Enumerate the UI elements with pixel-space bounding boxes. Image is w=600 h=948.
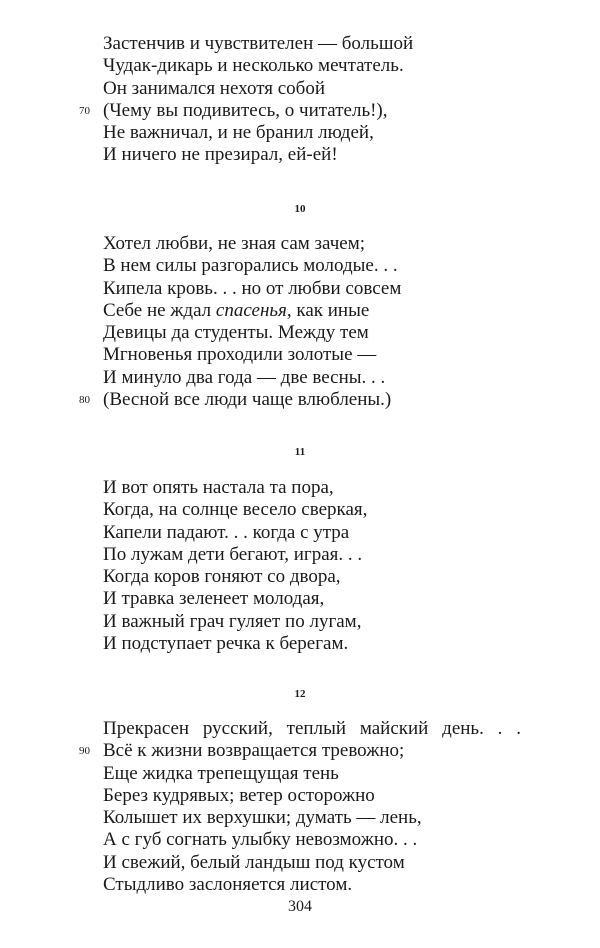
verse-line: Капели падают. . . когда с утра (103, 521, 350, 543)
verse-line: Мгновенья проходили золотые — (103, 344, 377, 366)
verse-line: Себе не ждал спасенья, как иные (103, 299, 370, 321)
verse-line: Когда, на солнце весело сверкая, (103, 499, 368, 521)
stanza-10 (0, 233, 600, 411)
line-number: 90 (79, 745, 90, 758)
verse-line: Хотел любви, не зная сам зачем; (103, 233, 366, 254)
emphasized-word: спасенья (215, 299, 287, 321)
verse-line: И свежий, белый ландыш под кустом (103, 851, 405, 873)
verse-line: И важный грач гуляет по лугам, (103, 610, 362, 632)
line-number: 80 (79, 394, 90, 407)
verse-line: 70 (Чему вы подивитесь, о читатель!), (79, 99, 388, 121)
verse-line: 80 (Весной все люди чаще влюблены.) (79, 389, 392, 411)
verse-line: И минуло два года — две весны. . . (103, 366, 386, 388)
verse-line: Чудак-дикарь и несколько мечтатель. (103, 55, 404, 77)
verse-line: А с губ согнать улыбку невозможно. . . (103, 829, 418, 851)
verse-line: Колышет их верхушки; думать — лень, (103, 807, 422, 829)
verse-line: Он занимался нехотя собой (103, 77, 325, 99)
verse-line: Девицы да студенты. Между тем (103, 322, 369, 344)
stanza-11 (0, 477, 600, 655)
stanza-continued (0, 33, 600, 167)
verse-line: Еще жидка трепещущая тень (103, 762, 339, 784)
stanza-number: 11 (294, 446, 306, 458)
verse-line: И ничего не презирал, ей-ей! (103, 144, 338, 166)
verse-line: И травка зеленеет молодая, (103, 588, 325, 610)
verse-line: И вот опять настала та пора, (103, 477, 334, 498)
verse-line: Стыдливо заслоняется листом. (103, 874, 353, 896)
verse-line: Прекрасен русский, теплый майский день. . . (103, 718, 521, 739)
verse-line: Кипела кровь. . . но от любви совсем (103, 277, 402, 299)
verse-line: Не важничал, и не бранил людей, (103, 122, 374, 144)
verse-line: По лужам дети бегают, играя. . . (103, 543, 363, 565)
stanza-number: 10 (294, 203, 306, 215)
stanza-12 (0, 718, 600, 896)
verse-line: Берез кудрявых; ветер осторожно (103, 784, 375, 806)
verse-line: И подступает речка к берегам. (103, 633, 349, 655)
line-number: 70 (79, 104, 90, 117)
page-number: 304 (288, 898, 312, 915)
stanza-number: 12 (294, 688, 306, 700)
verse-line: 90 Всё к жизни возвращается тревожно; (79, 740, 405, 762)
verse-line: Когда коров гоняют со двора, (103, 566, 341, 588)
verse-line: Застенчив и чувствителен — большой (103, 33, 414, 54)
verse-line: В нем силы разгорались молодые. . . (103, 255, 398, 277)
